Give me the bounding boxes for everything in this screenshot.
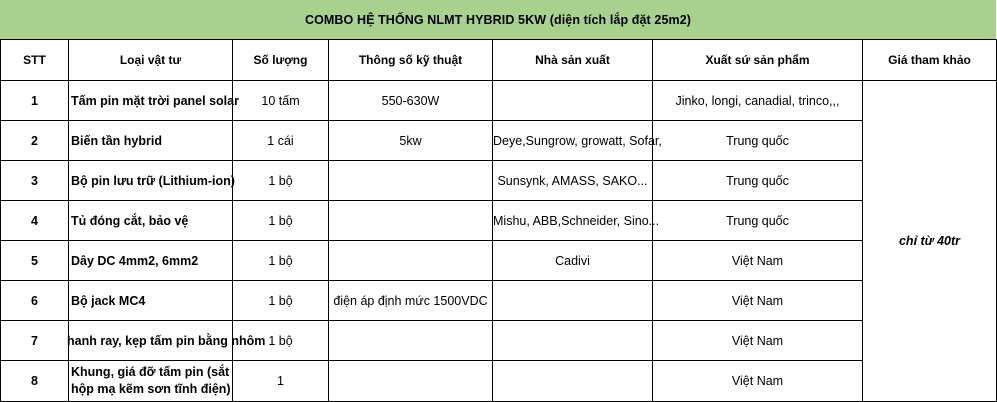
cell-maker[interactable] xyxy=(493,281,653,321)
cell-spec[interactable] xyxy=(329,201,493,241)
cell-maker[interactable]: Deye,Sungrow, growatt, Sofar, xyxy=(493,121,653,161)
cell-stt[interactable]: 3 xyxy=(1,161,69,201)
cell-type[interactable]: Tấm pin mặt trời panel solar xyxy=(69,81,233,121)
cell-stt[interactable]: 1 xyxy=(1,81,69,121)
cell-spec[interactable] xyxy=(329,321,493,361)
cell-quantity[interactable]: 1 bộ xyxy=(233,241,329,281)
cell-origin[interactable]: Việt Nam xyxy=(653,361,863,402)
header-stt[interactable]: STT xyxy=(1,40,69,81)
cell-spec[interactable] xyxy=(329,361,493,402)
cell-spec[interactable] xyxy=(329,241,493,281)
header-price[interactable]: Giá tham khảo xyxy=(863,40,997,81)
table-row xyxy=(1,281,997,321)
table-title[interactable]: COMBO HỆ THỐNG NLMT HYBRID 5KW (diện tích lắp đặt 25m2) xyxy=(0,0,996,40)
cell-spec[interactable]: 550-630W xyxy=(329,81,493,121)
cell-origin[interactable]: Việt Nam xyxy=(653,281,863,321)
cell-stt[interactable]: 7 xyxy=(1,321,69,361)
cell-quantity[interactable]: 1 cái xyxy=(233,121,329,161)
cell-maker[interactable] xyxy=(493,361,653,402)
cell-origin[interactable]: Việt Nam xyxy=(653,241,863,281)
cell-quantity[interactable]: 1 bộ xyxy=(233,161,329,201)
cell-type[interactable]: Biến tần hybrid xyxy=(69,121,233,161)
cell-spec[interactable]: điện áp định mức 1500VDC xyxy=(329,281,493,321)
header-quantity[interactable]: Số lượng xyxy=(233,40,329,81)
cell-maker[interactable]: Sunsynk, AMASS, SAKO... xyxy=(493,161,653,201)
cell-origin[interactable]: Jinko, longi, canadial, trinco,,, xyxy=(653,81,863,121)
cell-maker[interactable]: Cadivi xyxy=(493,241,653,281)
header-spec[interactable]: Thông số kỹ thuật xyxy=(329,40,493,81)
cell-quantity[interactable]: 1 bộ xyxy=(233,201,329,241)
table-row xyxy=(1,121,997,161)
cell-stt[interactable]: 5 xyxy=(1,241,69,281)
cell-maker[interactable]: Mishu, ABB,Schneider, Sino... xyxy=(493,201,653,241)
header-maker[interactable]: Nhà sản xuất xyxy=(493,40,653,81)
cell-origin[interactable]: Việt Nam xyxy=(653,321,863,361)
cell-type[interactable]: hanh ray, kẹp tấm pin bằng nhôm xyxy=(69,321,233,361)
cell-type[interactable]: Bộ jack MC4 xyxy=(69,281,233,321)
cell-quantity[interactable]: 1 xyxy=(233,361,329,402)
cell-type[interactable]: Khung, giá đỡ tấm pin (sắt hộp mạ kẽm sơn tĩnh điện) xyxy=(69,361,233,402)
cell-stt[interactable]: 4 xyxy=(1,201,69,241)
cell-stt[interactable]: 8 xyxy=(1,361,69,402)
cell-type[interactable]: Tủ đóng cắt, bảo vệ xyxy=(69,201,233,241)
header-row xyxy=(1,40,997,81)
table-row xyxy=(1,81,997,121)
table-row xyxy=(1,321,997,361)
cell-spec[interactable]: 5kw xyxy=(329,121,493,161)
cell-quantity[interactable]: 1 bộ xyxy=(233,321,329,361)
table-row xyxy=(1,161,997,201)
cell-stt[interactable]: 2 xyxy=(1,121,69,161)
cell-maker[interactable] xyxy=(493,321,653,361)
cell-origin[interactable]: Trung quốc xyxy=(653,121,863,161)
cell-origin[interactable]: Trung quốc xyxy=(653,201,863,241)
header-type[interactable]: Loại vật tư xyxy=(69,40,233,81)
cell-type[interactable]: Dây DC 4mm2, 6mm2 xyxy=(69,241,233,281)
cell-stt[interactable]: 6 xyxy=(1,281,69,321)
header-origin[interactable]: Xuất sứ sản phẩm xyxy=(653,40,863,81)
cell-type[interactable]: Bộ pin lưu trữ (Lithium-ion) xyxy=(69,161,233,201)
materials-table xyxy=(0,39,997,402)
table-row xyxy=(1,361,997,402)
table-row xyxy=(1,201,997,241)
cell-price[interactable]: chỉ từ 40tr xyxy=(863,81,997,402)
cell-spec[interactable] xyxy=(329,161,493,201)
cell-origin[interactable]: Trung quốc xyxy=(653,161,863,201)
cell-quantity[interactable]: 1 bộ xyxy=(233,281,329,321)
cell-quantity[interactable]: 10 tấm xyxy=(233,81,329,121)
cell-maker[interactable] xyxy=(493,81,653,121)
table-row xyxy=(1,241,997,281)
